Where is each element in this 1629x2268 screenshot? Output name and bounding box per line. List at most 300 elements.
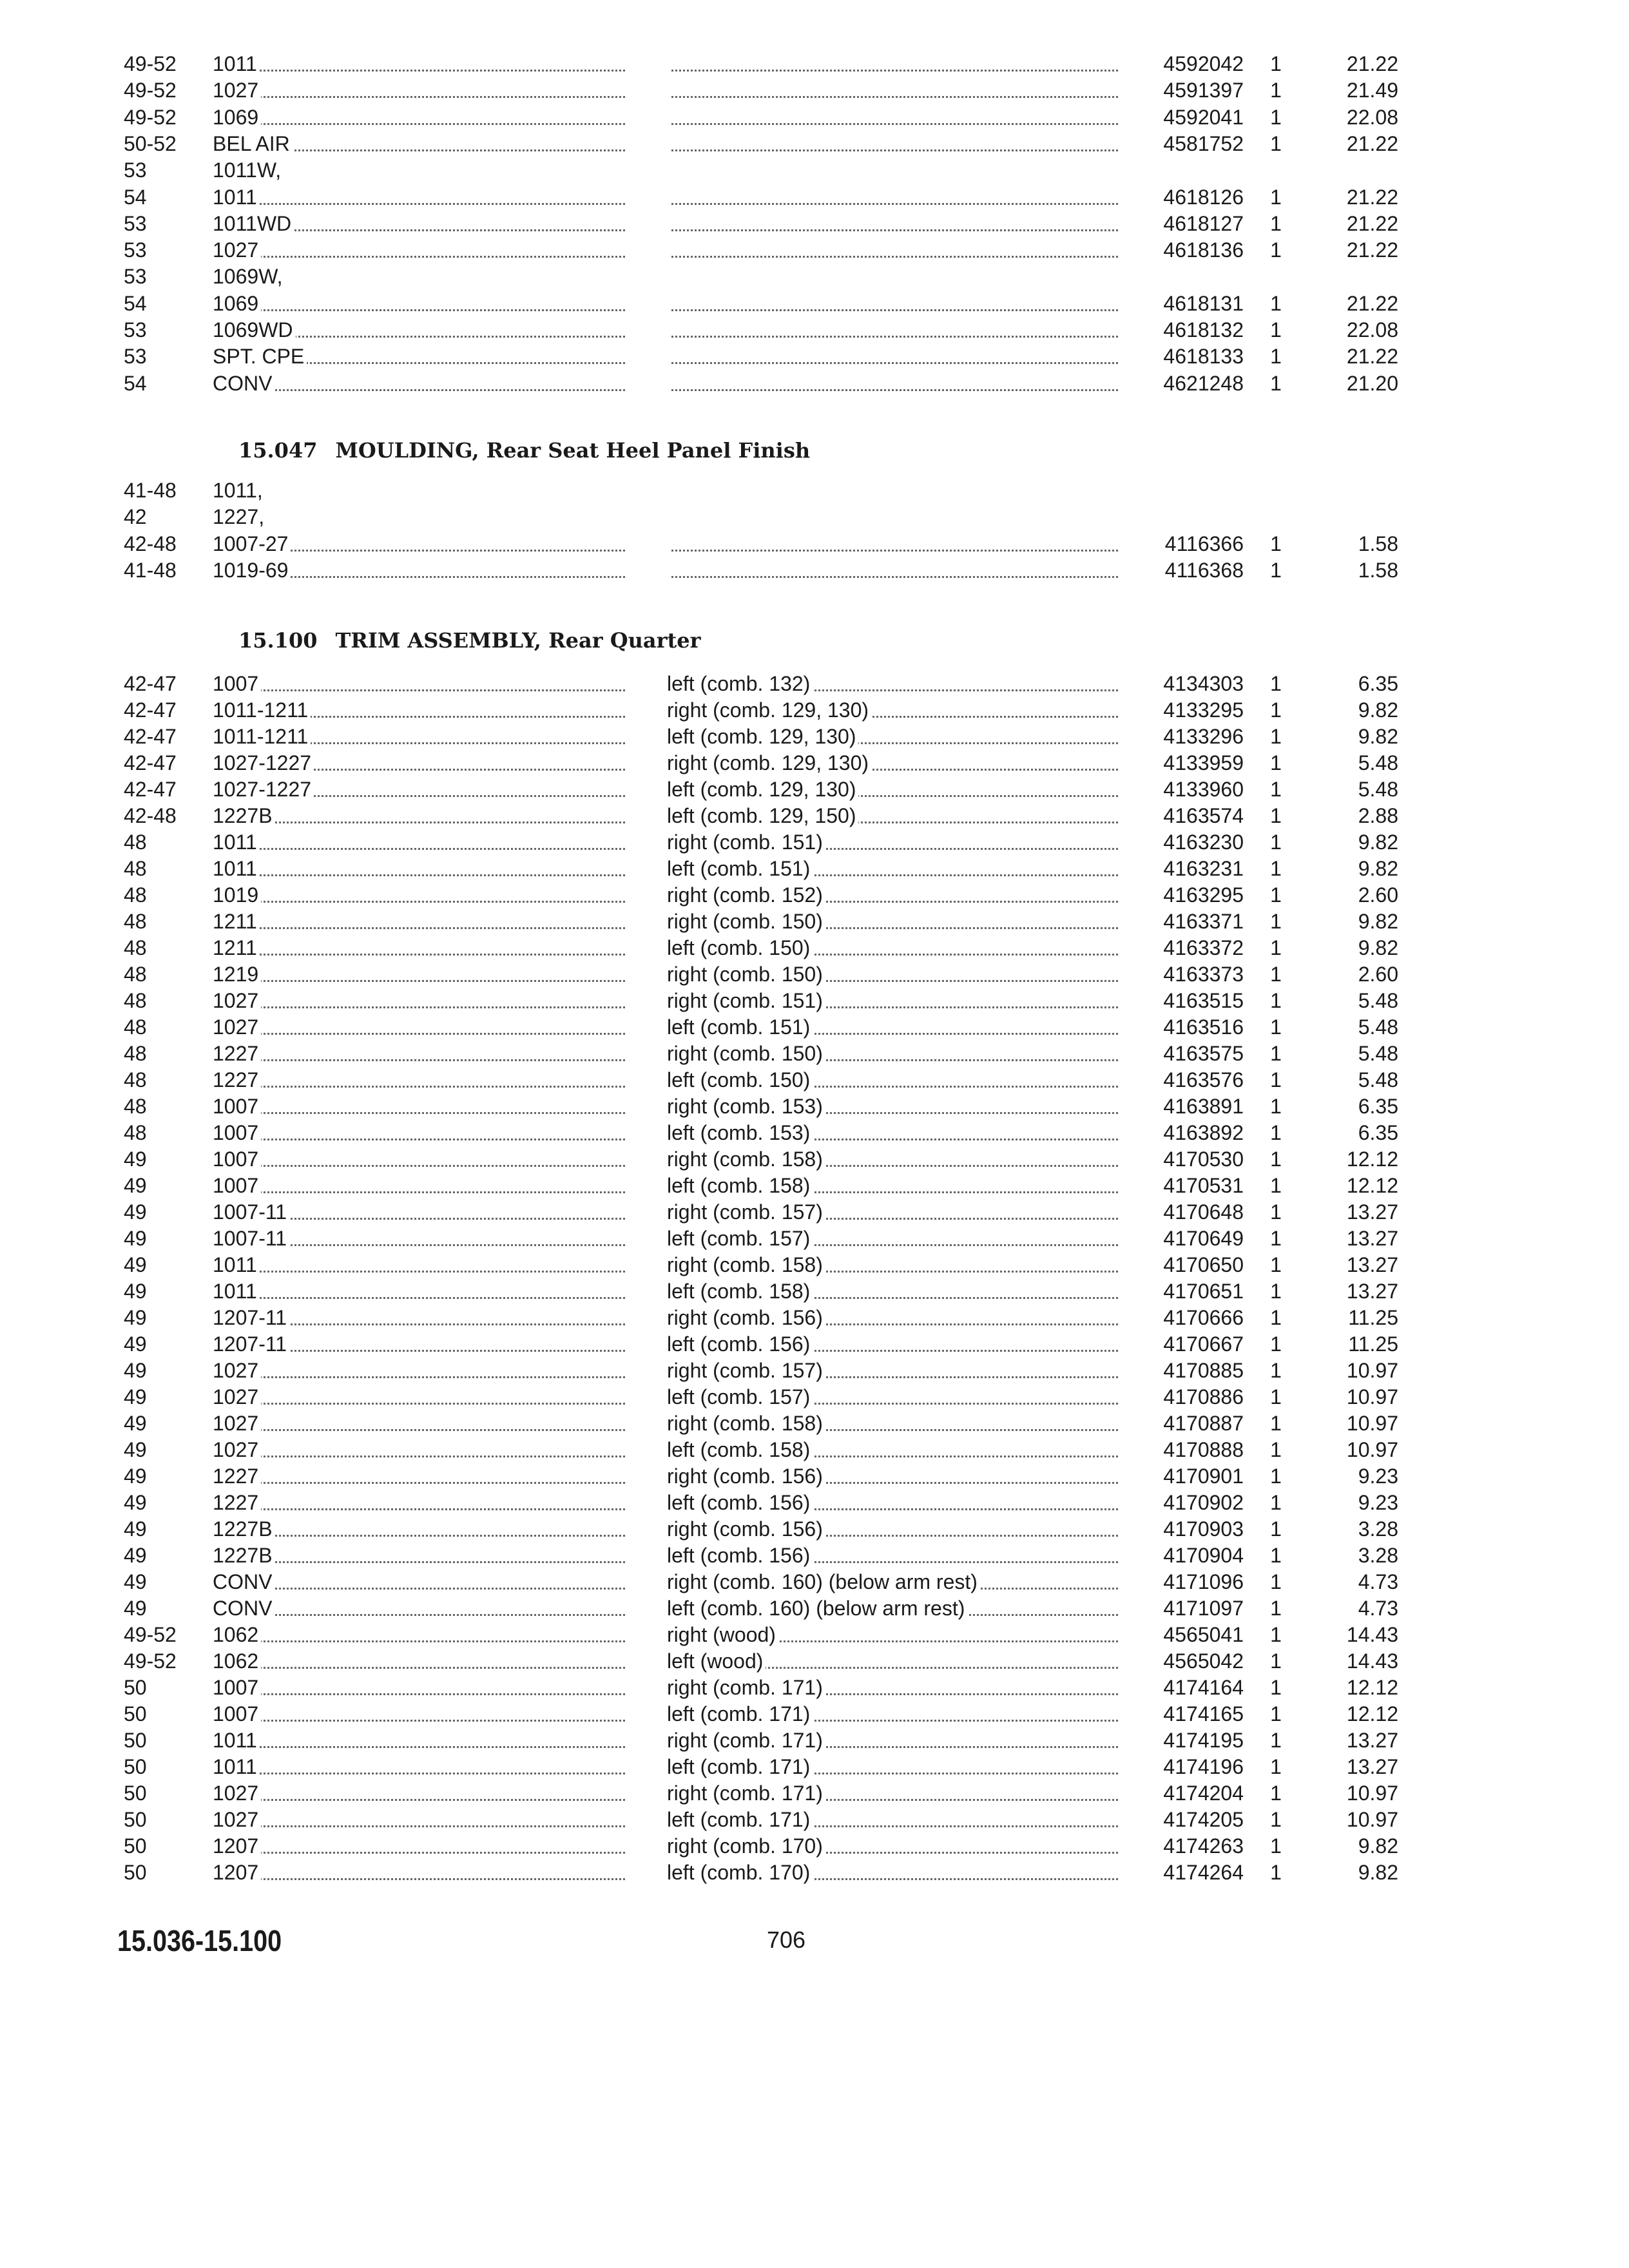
years-cell: 53 — [124, 345, 147, 369]
years-cell: 49 — [124, 1517, 147, 1541]
description-cell: left (comb. 158) — [667, 1172, 1118, 1199]
quantity-cell: 1 — [1270, 883, 1282, 907]
years-cell: 42-47 — [124, 698, 177, 722]
model-cell: BEL AIR — [213, 130, 625, 157]
years-cell: 49 — [124, 1306, 147, 1329]
description-cell — [667, 290, 1118, 317]
model-cell: 1207-11 — [213, 1331, 625, 1358]
table-row — [0, 130, 1629, 157]
price-cell: 13.27 — [1346, 1227, 1398, 1250]
section-heading — [238, 628, 700, 653]
price-cell: 9.82 — [1358, 936, 1398, 959]
quantity-cell: 1 — [1270, 185, 1282, 209]
quantity-cell: 1 — [1270, 1148, 1282, 1171]
model-cell: 1227 — [213, 1463, 625, 1490]
years-cell: 42-48 — [124, 804, 177, 827]
description-cell — [667, 557, 1118, 584]
quantity-cell: 1 — [1270, 672, 1282, 695]
quantity-cell: 1 — [1270, 1676, 1282, 1699]
description-cell: left (comb. 151) — [667, 1014, 1118, 1041]
quantity-cell: 1 — [1270, 291, 1282, 315]
description-cell: left (comb. 150) — [667, 1066, 1118, 1093]
description-cell: right (comb. 129, 130) — [667, 697, 1118, 724]
model-cell: 1027 — [213, 1014, 625, 1041]
model-cell: 1011 — [213, 1278, 625, 1305]
part-number-cell: 4170531 — [1163, 1174, 1244, 1197]
years-cell: 48 — [124, 936, 147, 959]
quantity-cell: 1 — [1270, 1623, 1282, 1646]
table-row — [0, 1595, 1629, 1622]
price-cell: 10.97 — [1346, 1438, 1398, 1461]
model-cell: 1207-11 — [213, 1304, 625, 1331]
part-number-cell: 4174196 — [1163, 1755, 1244, 1778]
quantity-cell: 1 — [1270, 79, 1282, 102]
quantity-cell: 1 — [1270, 725, 1282, 748]
years-cell: 54 — [124, 185, 147, 209]
model-cell: 1011-1211 — [213, 697, 625, 724]
description-cell — [667, 77, 1118, 104]
model-cell: 1227B — [213, 1542, 625, 1569]
part-number-cell: 4163371 — [1163, 910, 1244, 933]
part-number-cell: 4618133 — [1163, 345, 1244, 369]
table-row — [0, 1674, 1629, 1701]
price-cell: 14.43 — [1346, 1649, 1398, 1673]
model-cell: 1027 — [213, 236, 625, 264]
price-cell: 2.60 — [1358, 883, 1398, 907]
quantity-cell: 1 — [1270, 345, 1282, 369]
table-row — [0, 855, 1629, 882]
model-cell: 1027 — [213, 1806, 625, 1833]
quantity-cell: 1 — [1270, 989, 1282, 1012]
part-number-cell: 4170666 — [1163, 1306, 1244, 1329]
description-cell: right (comb. 151) — [667, 829, 1118, 856]
table-row — [0, 1515, 1629, 1542]
years-cell: 49 — [124, 1253, 147, 1276]
model-cell: 1011 — [213, 829, 625, 856]
description-cell: right (comb. 171) — [667, 1674, 1118, 1701]
model-cell: 1207 — [213, 1859, 625, 1886]
model-cell: 1007-11 — [213, 1225, 625, 1252]
years-cell: 54 — [124, 371, 147, 395]
years-cell: 48 — [124, 910, 147, 933]
table-row — [0, 670, 1629, 697]
price-cell: 21.20 — [1346, 371, 1398, 395]
years-cell: 41-48 — [124, 558, 177, 582]
price-cell: 9.82 — [1358, 857, 1398, 880]
table-row — [0, 881, 1629, 908]
description-cell: right (comb. 150) — [667, 908, 1118, 935]
price-cell: 9.82 — [1358, 1834, 1398, 1858]
years-cell: 41-48 — [124, 479, 177, 502]
years-cell: 49 — [124, 1412, 147, 1435]
description-cell: right (comb. 150) — [667, 961, 1118, 988]
part-number-cell: 4163575 — [1163, 1042, 1244, 1065]
model-cell: 1219 — [213, 961, 625, 988]
price-cell: 6.35 — [1358, 1095, 1398, 1118]
price-cell: 12.12 — [1346, 1676, 1398, 1699]
table-row — [0, 908, 1629, 935]
part-number-cell: 4116368 — [1164, 558, 1244, 582]
description-cell: right (wood) — [667, 1621, 1118, 1648]
years-cell: 50 — [124, 1861, 147, 1884]
part-number-cell: 4581752 — [1163, 131, 1244, 155]
table-row — [0, 776, 1629, 803]
model-cell: 1019-69 — [213, 557, 625, 584]
part-number-cell: 4163516 — [1163, 1015, 1244, 1039]
description-cell: right (comb. 157) — [667, 1357, 1118, 1384]
quantity-cell: 1 — [1270, 1095, 1282, 1118]
part-number-cell: 4163574 — [1163, 804, 1244, 827]
table-row — [0, 1383, 1629, 1410]
description-cell: left (comb. 170) — [667, 1859, 1118, 1886]
years-cell: 49-52 — [124, 105, 177, 129]
quantity-cell: 1 — [1270, 1253, 1282, 1276]
price-cell: 10.97 — [1346, 1359, 1398, 1382]
model-cell: 1027 — [213, 1357, 625, 1384]
description-cell: left (comb. 157) — [667, 1225, 1118, 1252]
table-row — [0, 1225, 1629, 1252]
table-row — [0, 104, 1629, 131]
model-cell: 1007 — [213, 670, 625, 697]
description-cell: left (comb. 158) — [667, 1436, 1118, 1463]
part-number-cell: 4163230 — [1163, 831, 1244, 854]
model-cell: 1227B — [213, 1515, 625, 1542]
table-row — [0, 1568, 1629, 1595]
description-cell — [667, 343, 1118, 370]
price-cell: 10.97 — [1346, 1385, 1398, 1408]
table-row — [0, 802, 1629, 829]
quantity-cell: 1 — [1270, 910, 1282, 933]
table-row — [0, 263, 1629, 290]
part-number-cell: 4618132 — [1163, 318, 1244, 341]
description-cell — [667, 50, 1118, 77]
price-cell: 9.82 — [1358, 910, 1398, 933]
price-cell: 21.22 — [1346, 291, 1398, 315]
quantity-cell: 1 — [1270, 1729, 1282, 1752]
price-cell: 3.28 — [1358, 1517, 1398, 1541]
part-number-cell: 4133959 — [1163, 751, 1244, 774]
model-cell: 1011 — [213, 855, 625, 882]
quantity-cell: 1 — [1270, 1200, 1282, 1224]
quantity-cell: 1 — [1270, 1359, 1282, 1382]
part-number-cell: 4618136 — [1163, 238, 1244, 262]
price-cell: 14.43 — [1346, 1623, 1398, 1646]
model-cell: 1027 — [213, 77, 625, 104]
table-row — [0, 290, 1629, 317]
years-cell: 48 — [124, 883, 147, 907]
price-cell: 5.48 — [1358, 1015, 1398, 1039]
quantity-cell: 1 — [1270, 532, 1282, 555]
table-row — [0, 210, 1629, 237]
description-cell: left (comb. 129, 130) — [667, 776, 1118, 803]
quantity-cell: 1 — [1270, 1782, 1282, 1805]
quantity-cell: 1 — [1270, 1280, 1282, 1303]
description-cell: left (comb. 129, 130) — [667, 723, 1118, 750]
quantity-cell: 1 — [1270, 1227, 1282, 1250]
description-cell: left (comb. 156) — [667, 1542, 1118, 1569]
quantity-cell: 1 — [1270, 105, 1282, 129]
quantity-cell: 1 — [1270, 558, 1282, 582]
description-cell: right (comb. 160) (below arm rest) — [667, 1568, 1118, 1595]
part-number-cell: 4591397 — [1163, 79, 1244, 102]
table-row — [0, 1621, 1629, 1648]
model-cell: 1011W, — [213, 157, 625, 184]
section-heading — [238, 438, 810, 463]
table-row — [0, 1727, 1629, 1754]
section-number: 15.100 — [238, 628, 318, 653]
model-cell: 1211 — [213, 934, 625, 961]
footer-section-range: 15.036-15.100 — [117, 1924, 282, 1957]
years-cell: 53 — [124, 265, 147, 289]
part-number-cell: 4163891 — [1163, 1095, 1244, 1118]
price-cell: 2.88 — [1358, 804, 1398, 827]
model-cell: 1069 — [213, 290, 625, 317]
quantity-cell: 1 — [1270, 1121, 1282, 1144]
price-cell: 21.22 — [1346, 211, 1398, 235]
table-row — [0, 157, 1629, 184]
part-number-cell: 4170530 — [1163, 1148, 1244, 1171]
part-number-cell: 4133296 — [1163, 725, 1244, 748]
description-cell: right (comb. 150) — [667, 1040, 1118, 1067]
part-number-cell: 4174263 — [1163, 1834, 1244, 1858]
model-cell: 1007 — [213, 1700, 625, 1727]
years-cell: 42-47 — [124, 778, 177, 801]
part-number-cell: 4565042 — [1163, 1649, 1244, 1673]
years-cell: 50 — [124, 1782, 147, 1805]
quantity-cell: 1 — [1270, 804, 1282, 827]
description-cell — [667, 130, 1118, 157]
part-number-cell: 4163576 — [1163, 1068, 1244, 1091]
quantity-cell: 1 — [1270, 1702, 1282, 1725]
model-cell: 1227, — [213, 503, 625, 530]
table-row — [0, 1806, 1629, 1833]
price-cell: 4.73 — [1358, 1597, 1398, 1620]
part-number-cell: 4174195 — [1163, 1729, 1244, 1752]
model-cell: 1011 — [213, 1753, 625, 1780]
price-cell: 10.97 — [1346, 1808, 1398, 1831]
model-cell: 1069W, — [213, 263, 625, 290]
price-cell: 22.08 — [1346, 318, 1398, 341]
years-cell: 49-52 — [124, 52, 177, 75]
table-row — [0, 557, 1629, 584]
price-cell: 6.35 — [1358, 1121, 1398, 1144]
model-cell: 1027 — [213, 1436, 625, 1463]
price-cell: 21.22 — [1346, 185, 1398, 209]
description-cell: right (comb. 158) — [667, 1251, 1118, 1278]
model-cell: 1069 — [213, 104, 625, 131]
table-row — [0, 1489, 1629, 1516]
years-cell: 49 — [124, 1200, 147, 1224]
description-cell: left (comb. 153) — [667, 1119, 1118, 1146]
model-cell: CONV — [213, 1568, 625, 1595]
years-cell: 49 — [124, 1491, 147, 1514]
section-number: 15.047 — [238, 438, 318, 463]
table-row — [0, 1251, 1629, 1278]
years-cell: 49 — [124, 1332, 147, 1356]
quantity-cell: 1 — [1270, 1755, 1282, 1778]
model-cell: 1062 — [213, 1621, 625, 1648]
price-cell: 10.97 — [1346, 1782, 1398, 1805]
model-cell: 1227 — [213, 1066, 625, 1093]
table-row — [0, 1436, 1629, 1463]
part-number-cell: 4170903 — [1163, 1517, 1244, 1541]
model-cell: 1011 — [213, 184, 625, 211]
table-row — [0, 1119, 1629, 1146]
years-cell: 48 — [124, 1042, 147, 1065]
years-cell: 48 — [124, 1015, 147, 1039]
price-cell: 9.82 — [1358, 831, 1398, 854]
price-cell: 2.60 — [1358, 963, 1398, 986]
years-cell: 53 — [124, 238, 147, 262]
description-cell: left (comb. 132) — [667, 670, 1118, 697]
part-number-cell: 4170667 — [1163, 1332, 1244, 1356]
description-cell: left (comb. 151) — [667, 855, 1118, 882]
part-number-cell: 4170885 — [1163, 1359, 1244, 1382]
model-cell: 1207 — [213, 1832, 625, 1860]
years-cell: 49 — [124, 1174, 147, 1197]
price-cell: 1.58 — [1358, 532, 1398, 555]
years-cell: 42-47 — [124, 751, 177, 774]
years-cell: 49 — [124, 1359, 147, 1382]
table-row — [0, 1859, 1629, 1886]
quantity-cell: 1 — [1270, 1491, 1282, 1514]
model-cell: 1062 — [213, 1648, 625, 1675]
description-cell: right (comb. 129, 130) — [667, 749, 1118, 776]
table-row — [0, 1832, 1629, 1860]
years-cell: 42-47 — [124, 725, 177, 748]
table-row — [0, 370, 1629, 397]
price-cell: 5.48 — [1358, 1042, 1398, 1065]
table-row — [0, 1648, 1629, 1675]
price-cell: 12.12 — [1346, 1702, 1398, 1725]
part-number-cell: 4133295 — [1163, 698, 1244, 722]
description-cell: right (comb. 151) — [667, 987, 1118, 1014]
price-cell: 21.22 — [1346, 238, 1398, 262]
description-cell: right (comb. 158) — [667, 1146, 1118, 1173]
description-cell: right (comb. 157) — [667, 1198, 1118, 1225]
price-cell: 9.82 — [1358, 698, 1398, 722]
model-cell: 1007 — [213, 1093, 625, 1120]
price-cell: 1.58 — [1358, 558, 1398, 582]
part-number-cell: 4618126 — [1163, 185, 1244, 209]
model-cell: 1027 — [213, 987, 625, 1014]
price-cell: 21.49 — [1346, 79, 1398, 102]
table-row — [0, 530, 1629, 557]
price-cell: 13.27 — [1346, 1253, 1398, 1276]
model-cell: 1227B — [213, 802, 625, 829]
years-cell: 49 — [124, 1465, 147, 1488]
part-number-cell: 4618127 — [1163, 211, 1244, 235]
years-cell: 48 — [124, 989, 147, 1012]
description-cell: left (comb. 150) — [667, 934, 1118, 961]
description-cell: right (comb. 171) — [667, 1780, 1118, 1807]
table-row — [0, 1331, 1629, 1358]
years-cell: 49 — [124, 1280, 147, 1303]
part-number-cell: 4592042 — [1163, 52, 1244, 75]
years-cell: 50-52 — [124, 131, 177, 155]
years-cell: 48 — [124, 857, 147, 880]
model-cell: 1027-1227 — [213, 776, 625, 803]
years-cell: 42-47 — [124, 672, 177, 695]
description-cell: left (comb. 156) — [667, 1331, 1118, 1358]
table-row — [0, 1753, 1629, 1780]
years-cell: 50 — [124, 1676, 147, 1699]
model-cell: CONV — [213, 370, 625, 397]
quantity-cell: 1 — [1270, 1174, 1282, 1197]
quantity-cell: 1 — [1270, 1808, 1282, 1831]
quantity-cell: 1 — [1270, 1517, 1282, 1541]
description-cell: right (comb. 156) — [667, 1515, 1118, 1542]
quantity-cell: 1 — [1270, 371, 1282, 395]
table-row — [0, 1198, 1629, 1225]
model-cell: 1011 — [213, 50, 625, 77]
part-number-cell: 4170888 — [1163, 1438, 1244, 1461]
years-cell: 50 — [124, 1702, 147, 1725]
section-title: TRIM ASSEMBLY, Rear Quarter — [335, 628, 701, 653]
section-title: MOULDING, Rear Seat Heel Panel Finish — [335, 438, 811, 463]
part-number-cell: 4134303 — [1163, 672, 1244, 695]
description-cell: left (comb. 129, 150) — [667, 802, 1118, 829]
model-cell: 1027 — [213, 1410, 625, 1437]
table-row — [0, 1093, 1629, 1120]
description-cell: left (comb. 157) — [667, 1383, 1118, 1410]
model-cell: 1211 — [213, 908, 625, 935]
description-cell: left (wood) — [667, 1648, 1118, 1675]
model-cell: 1019 — [213, 881, 625, 908]
years-cell: 48 — [124, 963, 147, 986]
years-cell: 49 — [124, 1438, 147, 1461]
part-number-cell: 4170904 — [1163, 1544, 1244, 1567]
price-cell: 3.28 — [1358, 1544, 1398, 1567]
years-cell: 49-52 — [124, 1623, 177, 1646]
years-cell: 49 — [124, 1385, 147, 1408]
part-number-cell: 4174264 — [1163, 1861, 1244, 1884]
quantity-cell: 1 — [1270, 52, 1282, 75]
table-row — [0, 1463, 1629, 1490]
model-cell: 1027-1227 — [213, 749, 625, 776]
description-cell — [667, 184, 1118, 211]
table-row — [0, 961, 1629, 988]
table-row — [0, 1172, 1629, 1199]
quantity-cell: 1 — [1270, 1861, 1282, 1884]
part-number-cell: 4174165 — [1163, 1702, 1244, 1725]
part-number-cell: 4163373 — [1163, 963, 1244, 986]
years-cell: 53 — [124, 211, 147, 235]
price-cell: 21.22 — [1346, 345, 1398, 369]
price-cell: 13.27 — [1346, 1755, 1398, 1778]
model-cell: 1007 — [213, 1119, 625, 1146]
years-cell: 48 — [124, 1121, 147, 1144]
price-cell: 4.73 — [1358, 1570, 1398, 1593]
table-row — [0, 1278, 1629, 1305]
description-cell — [667, 104, 1118, 131]
description-cell — [667, 210, 1118, 237]
table-row — [0, 1542, 1629, 1569]
quantity-cell: 1 — [1270, 131, 1282, 155]
price-cell: 13.27 — [1346, 1200, 1398, 1224]
price-cell: 21.22 — [1346, 52, 1398, 75]
model-cell: 1007-27 — [213, 530, 625, 557]
part-number-cell: 4174204 — [1163, 1782, 1244, 1805]
quantity-cell: 1 — [1270, 1068, 1282, 1091]
description-cell — [667, 530, 1118, 557]
part-number-cell: 4133960 — [1163, 778, 1244, 801]
part-number-cell: 4171096 — [1163, 1570, 1244, 1593]
price-cell: 11.25 — [1348, 1306, 1398, 1329]
model-cell: 1007 — [213, 1146, 625, 1173]
model-cell: 1027 — [213, 1383, 625, 1410]
part-number-cell: 4565041 — [1163, 1623, 1244, 1646]
